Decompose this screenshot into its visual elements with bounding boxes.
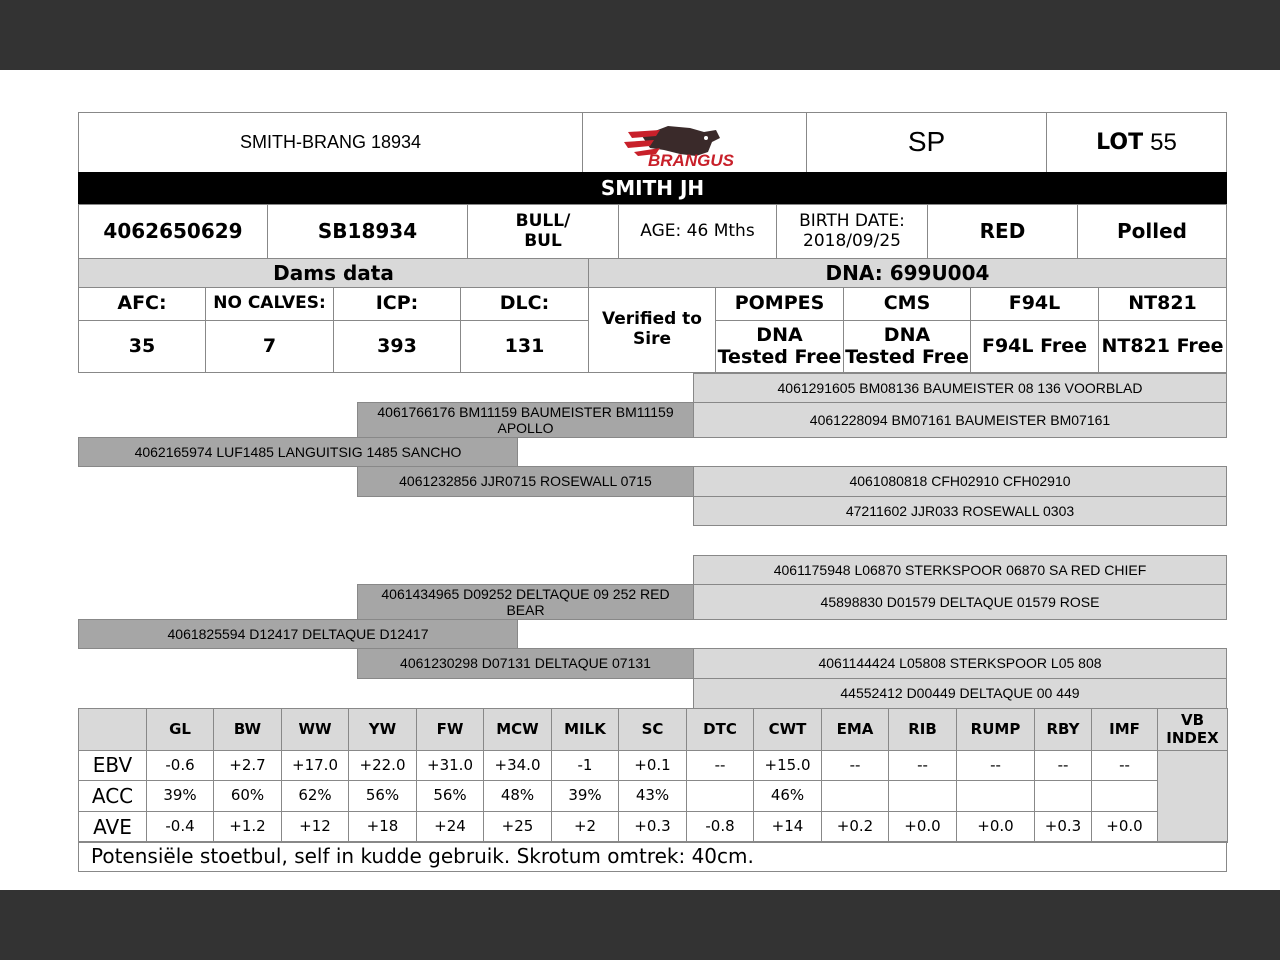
top-letterbox-bar [0,0,1280,70]
verified-to-sire [588,287,716,373]
ebv-cell-ebv-fw: +31.0 [416,750,484,781]
f94l-header: F94L [970,287,1099,321]
ebv-header-bw: BW [213,708,282,751]
pedigree-dam-dam: 4061230298 D07131 DELTAQUE 07131 [357,648,694,679]
ebv-cell-ebv-rib: -- [888,750,957,781]
ebv-cell-acc-cwt: 46% [753,780,822,812]
birth-date-label: BIRTH DATE: [799,210,905,231]
vb-index-header-vb-line2: INDEX [1166,728,1219,747]
ebv-cell-ebv-ema: -- [821,750,889,781]
ebv-cell-ebv-dtc: -- [686,750,754,781]
ebv-row-label-ebv: EBV [78,750,147,781]
pedigree-dam-sire-sire: 4061175948 L06870 STERKSPOOR 06870 SA RED CHIEF [693,555,1227,585]
pedigree-sire-sire-dam: 4061228094 BM07161 BAUMEISTER BM07161 [693,402,1227,438]
ebv-cell-ave-milk: +2 [551,811,619,843]
ebv-header-rib: RIB [888,708,957,751]
colour: RED [927,204,1078,259]
ebv-corner [78,708,147,751]
ebv-cell-ebv-bw: +2.7 [213,750,282,781]
ebv-header-sc: SC [618,708,687,751]
nt821-result: NT821 Free [1098,320,1227,373]
ebv-cell-acc-mcw: 48% [483,780,552,812]
herd-id: SB18934 [267,204,468,259]
pedigree-sire: 4062165974 LUF1485 LANGUITSIG 1485 SANCHO [78,437,518,467]
sex-label: BULL/ [515,210,571,231]
vb-index-value [1157,750,1228,843]
afc-header: AFC: [78,287,206,321]
lot-label: LOT [1096,129,1144,155]
pedigree-sire-dam: 4061232856 JJR0715 ROSEWALL 0715 [357,466,694,497]
pompes-result-line-1: DNA [756,323,803,346]
ebv-header-dtc: DTC [686,708,754,751]
bottom-letterbox-bar [0,890,1280,960]
birth-date: 2018/09/25 [803,230,901,251]
ebv-cell-ave-imf: +0.0 [1091,811,1158,843]
ebv-cell-ebv-sc: +0.1 [618,750,687,781]
verified-line-1: Verified to [602,309,702,330]
sex-label-afrikaans: BUL [524,230,562,251]
pedigree-dam: 4061825594 D12417 DELTAQUE D12417 [78,619,518,649]
dlc-value: 131 [460,320,589,373]
icp-header: ICP: [333,287,461,321]
verified-line-2: Sire [633,329,671,349]
birth-date-cell [776,204,928,259]
ebv-cell-ave-fw: +24 [416,811,484,843]
lot-cell [1046,112,1227,173]
ebv-cell-ave-rump: +0.0 [956,811,1035,843]
ebv-cell-ebv-cwt: +15.0 [753,750,822,781]
ebv-header-rby: RBY [1034,708,1092,751]
pedigree-dam-dam-dam: 44552412 D00449 DELTAQUE 00 449 [693,678,1227,709]
logo-wordmark: BRANGUS [647,150,734,168]
ebv-header-rump: RUMP [956,708,1035,751]
ebv-cell-acc-rib [888,780,957,812]
pedigree-dam-sire: 4061434965 D09252 DELTAQUE 09 252 RED BEAR [357,584,694,620]
ebv-cell-ebv-gl: -0.6 [146,750,214,781]
ebv-header-mcw: MCW [483,708,552,751]
cms-header: CMS [843,287,971,321]
ebv-header-imf: IMF [1091,708,1158,751]
horn-status: Polled [1077,204,1227,259]
ebv-row-label-ave: AVE [78,811,147,843]
ebv-header-ww: WW [281,708,349,751]
animal-name: SMITH-BRANG 18934 [78,112,583,173]
ebv-cell-acc-yw: 56% [348,780,417,812]
ebv-cell-ebv-yw: +22.0 [348,750,417,781]
ebv-cell-ave-gl: -0.4 [146,811,214,843]
ebv-cell-acc-sc: 43% [618,780,687,812]
sp-label: SP [806,112,1047,173]
ebv-cell-ebv-milk: -1 [551,750,619,781]
ebv-cell-acc-milk: 39% [551,780,619,812]
pedigree-dam-dam-sire: 4061144424 L05808 STERKSPOOR L05 808 [693,648,1227,679]
ebv-header-cwt: CWT [753,708,822,751]
no-calves-value: 7 [205,320,334,373]
pedigree-sire-sire: 4061766176 BM11159 BAUMEISTER BM11159 APOLLO [357,402,694,438]
cms-result-line-1: DNA [883,323,931,346]
registration-number: 4062650629 [78,204,268,259]
pedigree-sire-dam-dam: 47211602 JJR033 ROSEWALL 0303 [693,496,1227,526]
ebv-header-milk: MILK [551,708,619,751]
ebv-cell-acc-rby [1034,780,1092,812]
dlc-header: DLC: [460,287,589,321]
ebv-cell-acc-imf [1091,780,1158,812]
ebv-cell-ave-sc: +0.3 [618,811,687,843]
ebv-cell-ave-mcw: +25 [483,811,552,843]
nt821-header: NT821 [1098,287,1227,321]
ebv-cell-ave-ww: +12 [281,811,349,843]
cms-result-line-2: Tested Free [845,345,969,368]
ebv-cell-ebv-rump: -- [956,750,1035,781]
vb-index-header [1157,708,1228,751]
pedigree-sire-sire-sire: 4061291605 BM08136 BAUMEISTER 08 136 VOORBLAD [693,373,1227,403]
ebv-cell-ebv-ww: +17.0 [281,750,349,781]
ebv-cell-acc-fw: 56% [416,780,484,812]
ebv-cell-ave-rby: +0.3 [1034,811,1092,843]
pompes-header: POMPES [715,287,844,321]
remark: Potensiële stoetbul, self in kudde gebruik. Skrotum omtrek: 40cm. [78,841,1227,872]
ebv-cell-ave-yw: +18 [348,811,417,843]
ebv-header-fw: FW [416,708,484,751]
ebv-cell-ave-cwt: +14 [753,811,822,843]
pedigree-sire-dam-sire: 4061080818 CFH02910 CFH02910 [693,466,1227,497]
pedigree-dam-sire-dam: 45898830 D01579 DELTAQUE 01579 ROSE [693,584,1227,620]
ebv-row-label-acc: ACC [78,780,147,812]
ebv-cell-acc-ww: 62% [281,780,349,812]
lot-number: 55 [1150,128,1177,156]
ebv-cell-ebv-imf: -- [1091,750,1158,781]
ebv-header-gl: GL [146,708,214,751]
ebv-cell-ebv-rby: -- [1034,750,1092,781]
dams-data-title: Dams data [78,258,589,288]
ebv-cell-acc-rump [956,780,1035,812]
age: AGE: 46 Mths [618,204,777,259]
ebv-cell-acc-ema [821,780,889,812]
ebv-cell-ave-dtc: -0.8 [686,811,754,843]
vb-index-header-vb-line1: VB [1180,711,1205,730]
ebv-cell-acc-dtc [686,780,754,812]
ebv-header-ema: EMA [821,708,889,751]
pompes-result [715,320,844,373]
ebv-cell-ave-bw: +1.2 [213,811,282,843]
sex-cell [467,204,619,259]
bull-head-icon [620,118,770,168]
no-calves-header: NO CALVES: [205,287,334,321]
ebv-cell-ave-rib: +0.0 [888,811,957,843]
dna-title: DNA: 699U004 [588,258,1227,288]
ebv-cell-ebv-mcw: +34.0 [483,750,552,781]
cms-result [843,320,971,373]
ebv-header-yw: YW [348,708,417,751]
pompes-result-line-2: Tested Free [717,345,842,368]
icp-value: 393 [333,320,461,373]
afc-value: 35 [78,320,206,373]
brangus-logo [582,112,807,173]
ebv-cell-acc-gl: 39% [146,780,214,812]
ebv-cell-acc-bw: 60% [213,780,282,812]
ebv-cell-ave-ema: +0.2 [821,811,889,843]
f94l-result: F94L Free [970,320,1099,373]
breeder-name: SMITH JH [78,172,1227,205]
